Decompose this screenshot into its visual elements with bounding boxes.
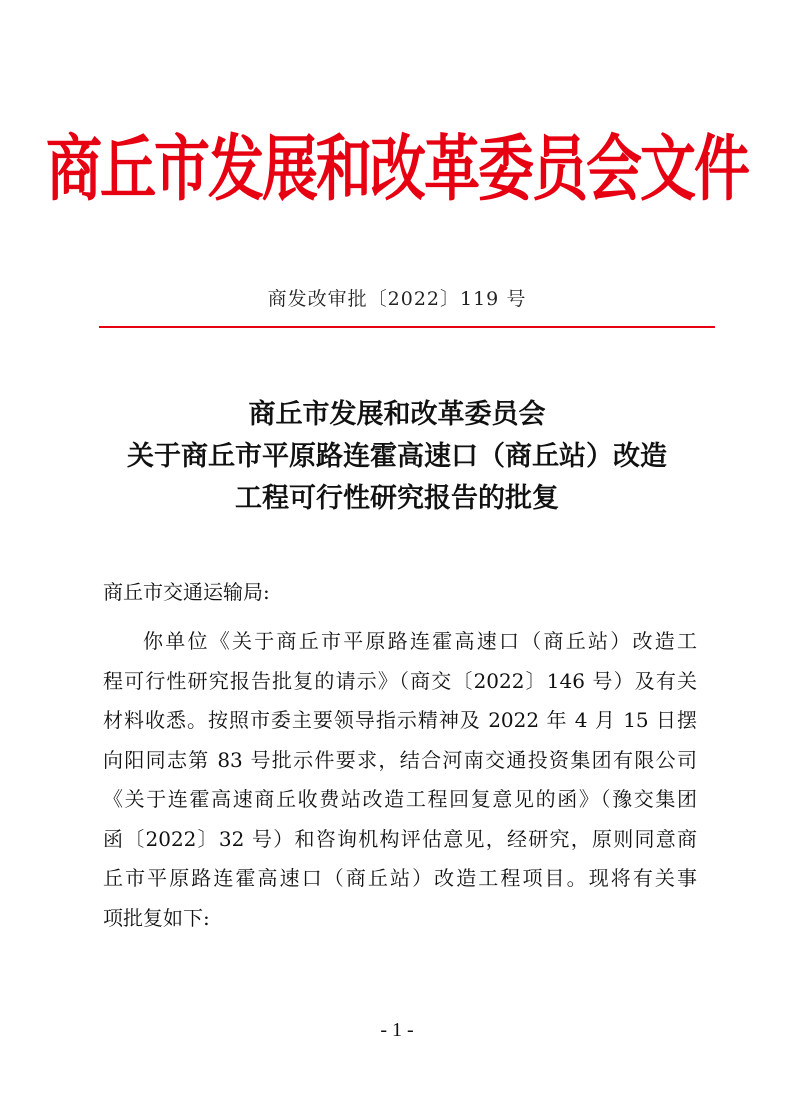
body-line: 丘市平原路连霍高速口（商丘站）改造工程项目。现将有关事 bbox=[103, 866, 697, 890]
body-line: 材料收悉。按照市委主要领导指示精神及 2022 年 4 月 15 日摆 bbox=[103, 708, 697, 732]
body-line: 函〔2022〕32 号）和咨询机构评估意见，经研究，原则同意商 bbox=[103, 826, 697, 851]
title-line-1: 商丘市发展和改革委员会 bbox=[248, 399, 546, 430]
document-number: 商发改审批〔2022〕119 号 bbox=[267, 288, 527, 310]
masthead-title: 商丘市发展和改革委员会文件 bbox=[46, 126, 748, 212]
red-divider-rule bbox=[99, 326, 715, 328]
title-line-3: 工程可行性研究报告的批复 bbox=[235, 483, 559, 514]
body-line: 程可行性研究报告批复的请示》（商交〔2022〕146 号）及有关 bbox=[103, 668, 697, 693]
page-number: - 1 - bbox=[380, 1019, 414, 1041]
document-title bbox=[0, 394, 794, 520]
addressee: 商丘市交通运输局: bbox=[103, 580, 270, 604]
body-line: 项批复如下: bbox=[103, 905, 210, 930]
body-line: 你单位《关于商丘市平原路连霍高速口（商丘站）改造工 bbox=[143, 629, 697, 653]
title-line-2: 关于商丘市平原路连霍高速口（商丘站）改造 bbox=[127, 441, 667, 472]
body-paragraph bbox=[103, 622, 697, 938]
body-line: 《关于连霍高速商丘收费站改造工程回复意见的函》（豫交集团 bbox=[103, 787, 697, 811]
body-line: 向阳同志第 83 号批示件要求，结合河南交通投资集团有限公司 bbox=[103, 747, 697, 772]
